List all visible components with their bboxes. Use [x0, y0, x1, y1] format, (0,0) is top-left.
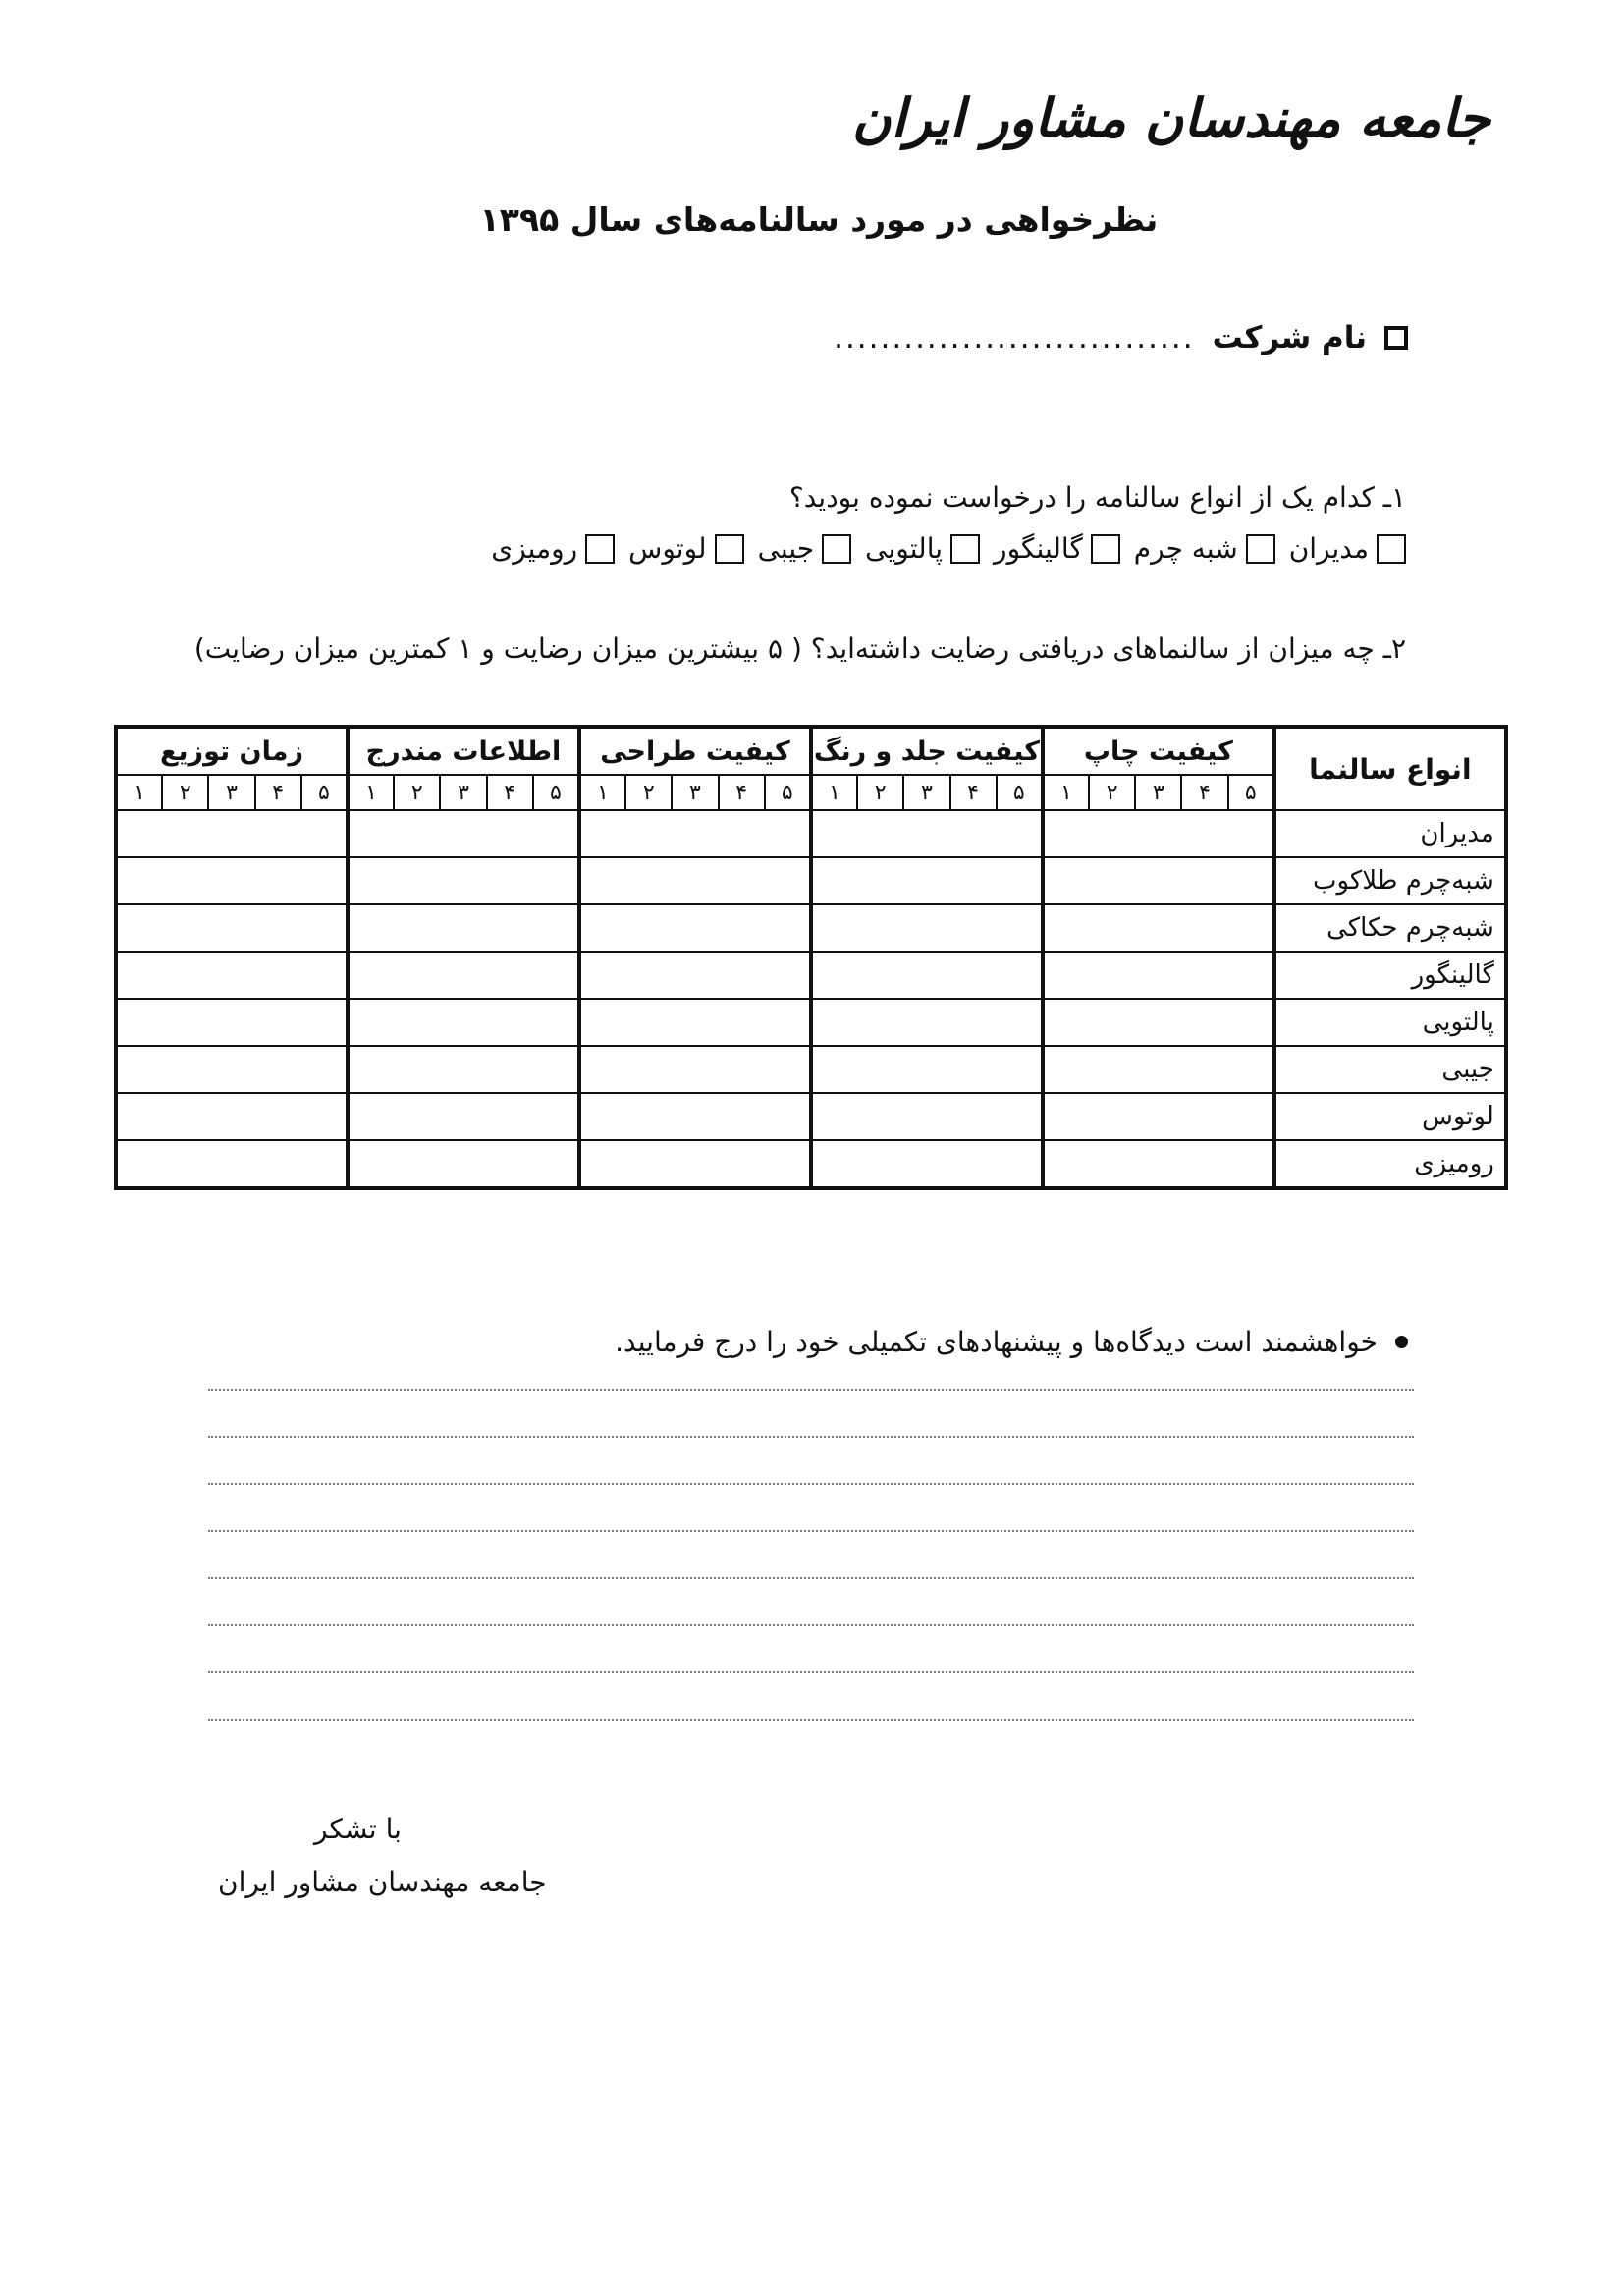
scale-label: ۴ — [719, 775, 765, 810]
rating-table — [114, 725, 1508, 1190]
row-label: رومیزی — [1274, 1140, 1506, 1188]
rating-cell[interactable] — [116, 1093, 348, 1140]
comment-line[interactable] — [208, 1719, 1414, 1721]
table-row — [116, 1093, 1506, 1140]
option-1[interactable] — [1134, 532, 1275, 565]
rating-cell[interactable] — [811, 810, 1043, 857]
question-1-options — [491, 532, 1406, 565]
table-row — [116, 952, 1506, 999]
scale-label: ۲ — [162, 775, 208, 810]
table-row — [116, 1140, 1506, 1188]
rating-cell[interactable] — [116, 904, 348, 952]
option-2[interactable] — [994, 532, 1120, 565]
option-label: مدیران — [1288, 532, 1369, 565]
rating-cell[interactable] — [116, 857, 348, 904]
rating-cell[interactable] — [579, 1140, 811, 1188]
row-label: گالینگور — [1274, 952, 1506, 999]
checkbox-icon[interactable] — [950, 534, 980, 564]
rating-cell[interactable] — [579, 1093, 811, 1140]
row-label: لوتوس — [1274, 1093, 1506, 1140]
rating-cell[interactable] — [1043, 1046, 1274, 1093]
rating-cell[interactable] — [116, 1140, 348, 1188]
comment-line[interactable] — [208, 1436, 1414, 1438]
comment-line[interactable] — [208, 1624, 1414, 1626]
scale-label: ۱ — [116, 775, 162, 810]
option-4[interactable] — [758, 532, 852, 565]
rating-cell[interactable] — [811, 904, 1043, 952]
scale-label: ۴ — [255, 775, 301, 810]
option-label: جیبی — [757, 532, 815, 565]
rating-cell[interactable] — [348, 1046, 579, 1093]
scale-label: ۱ — [1043, 775, 1089, 810]
scale-label: ۳ — [1135, 775, 1181, 810]
table-row — [116, 810, 1506, 857]
rating-cell[interactable] — [811, 1093, 1043, 1140]
rating-cell[interactable] — [348, 952, 579, 999]
option-0[interactable] — [1289, 532, 1406, 565]
rating-cell[interactable] — [811, 999, 1043, 1046]
option-label: لوتوس — [628, 532, 707, 565]
checkbox-icon[interactable] — [1246, 534, 1275, 564]
option-label: شبه چرم — [1133, 532, 1238, 565]
scale-label: ۵ — [997, 775, 1043, 810]
rating-cell[interactable] — [1043, 952, 1274, 999]
table-row — [116, 999, 1506, 1046]
rating-cell[interactable] — [579, 810, 811, 857]
comments-prompt — [615, 1326, 1408, 1358]
checkbox-icon[interactable] — [585, 534, 615, 564]
table-row — [116, 904, 1506, 952]
table-row — [116, 1046, 1506, 1093]
scale-label: ۲ — [857, 775, 903, 810]
row-label: مدیران — [1274, 810, 1506, 857]
group-header: کیفیت طراحی — [579, 727, 811, 775]
scale-label: ۳ — [672, 775, 718, 810]
scale-label: ۵ — [1228, 775, 1274, 810]
rating-cell[interactable] — [579, 857, 811, 904]
group-header: زمان توزیع — [116, 727, 348, 775]
association-name: جامعه مهندسان مشاور ایران — [218, 1866, 547, 1898]
scale-label: ۳ — [903, 775, 949, 810]
scale-label: ۲ — [394, 775, 440, 810]
option-label: گالینگور — [994, 532, 1083, 565]
rating-cell[interactable] — [1043, 999, 1274, 1046]
comments-text: خواهشمند است دیدگاه‌ها و پیشنهادهای تکمیلی خود را درج فرمایید. — [615, 1326, 1378, 1358]
rating-cell[interactable] — [1043, 810, 1274, 857]
rating-cell[interactable] — [579, 999, 811, 1046]
company-label: نام شرکت — [1212, 320, 1367, 355]
row-label: پالتویی — [1274, 999, 1506, 1046]
comment-line[interactable] — [208, 1530, 1414, 1532]
option-5[interactable] — [628, 532, 743, 565]
table-row — [116, 857, 1506, 904]
option-3[interactable] — [865, 532, 980, 565]
type-header: انواع سالنما — [1274, 727, 1506, 810]
square-bullet-icon — [1384, 326, 1408, 350]
scale-label: ۴ — [950, 775, 997, 810]
company-name-blank[interactable]: ............................... — [834, 320, 1195, 355]
option-label: پالتویی — [865, 532, 944, 565]
scale-label: ۳ — [208, 775, 254, 810]
rating-cell[interactable] — [579, 952, 811, 999]
row-label: جیبی — [1274, 1046, 1506, 1093]
rating-cell[interactable] — [116, 952, 348, 999]
thanks-text: با تشکر — [314, 1813, 402, 1845]
scale-label: ۲ — [1089, 775, 1135, 810]
rating-cell[interactable] — [579, 1046, 811, 1093]
rating-cell[interactable] — [116, 999, 348, 1046]
rating-cell[interactable] — [348, 1093, 579, 1140]
rating-cell[interactable] — [811, 1140, 1043, 1188]
scale-label: ۴ — [1181, 775, 1227, 810]
company-name-field[interactable] — [834, 320, 1408, 355]
rating-cell[interactable] — [1043, 1140, 1274, 1188]
page-title: نظرخواهی در مورد سالنامه‌های سال ۱۳۹۵ — [479, 200, 1159, 239]
rating-cell[interactable] — [348, 999, 579, 1046]
scale-label: ۲ — [625, 775, 672, 810]
question-2: ۲ـ چه میزان از سالنماهای دریافتی رضایت داشته‌اید؟ ( ۵ بیشترین میزان رضایت و ۱ کمترین میزان رضایت) — [193, 632, 1406, 665]
rating-cell[interactable] — [348, 1140, 579, 1188]
row-label: شبه‌چرم طلاکوب — [1274, 857, 1506, 904]
checkbox-icon[interactable] — [1377, 534, 1406, 564]
scale-label: ۱ — [348, 775, 394, 810]
rating-cell[interactable] — [579, 904, 811, 952]
rating-cell[interactable] — [116, 1046, 348, 1093]
comment-line[interactable] — [208, 1483, 1414, 1485]
question-1: ۱ـ کدام یک از انواع سالنامه را درخواست نموده بودید؟ — [788, 481, 1406, 514]
scale-label: ۵ — [765, 775, 811, 810]
checkbox-icon[interactable] — [1091, 534, 1120, 564]
option-6[interactable] — [491, 532, 615, 565]
scale-label: ۳ — [440, 775, 486, 810]
rating-cell[interactable] — [348, 857, 579, 904]
group-header: کیفیت جلد و رنگ — [811, 727, 1043, 775]
scale-label: ۴ — [487, 775, 533, 810]
rating-cell[interactable] — [116, 810, 348, 857]
rating-cell[interactable] — [348, 904, 579, 952]
bullet-icon — [1395, 1336, 1408, 1348]
comment-line[interactable] — [208, 1389, 1414, 1391]
rating-cell[interactable] — [811, 1046, 1043, 1093]
group-header: اطلاعات مندرج — [348, 727, 579, 775]
rating-cell[interactable] — [1043, 904, 1274, 952]
comment-line[interactable] — [208, 1671, 1414, 1673]
scale-label: ۵ — [533, 775, 579, 810]
scale-label: ۱ — [811, 775, 857, 810]
checkbox-icon[interactable] — [715, 534, 744, 564]
scale-label: ۱ — [579, 775, 625, 810]
scale-label: ۵ — [301, 775, 348, 810]
group-header: کیفیت چاپ — [1043, 727, 1274, 775]
comment-line[interactable] — [208, 1577, 1414, 1579]
rating-cell[interactable] — [348, 810, 579, 857]
row-label: شبه‌چرم حکاکی — [1274, 904, 1506, 952]
rating-cell[interactable] — [1043, 857, 1274, 904]
checkbox-icon[interactable] — [822, 534, 851, 564]
rating-cell[interactable] — [1043, 1093, 1274, 1140]
rating-cell[interactable] — [811, 857, 1043, 904]
rating-cell[interactable] — [811, 952, 1043, 999]
association-logo: جامعه مهندسان مشاور ایران — [851, 86, 1490, 149]
option-label: رومیزی — [491, 532, 578, 565]
